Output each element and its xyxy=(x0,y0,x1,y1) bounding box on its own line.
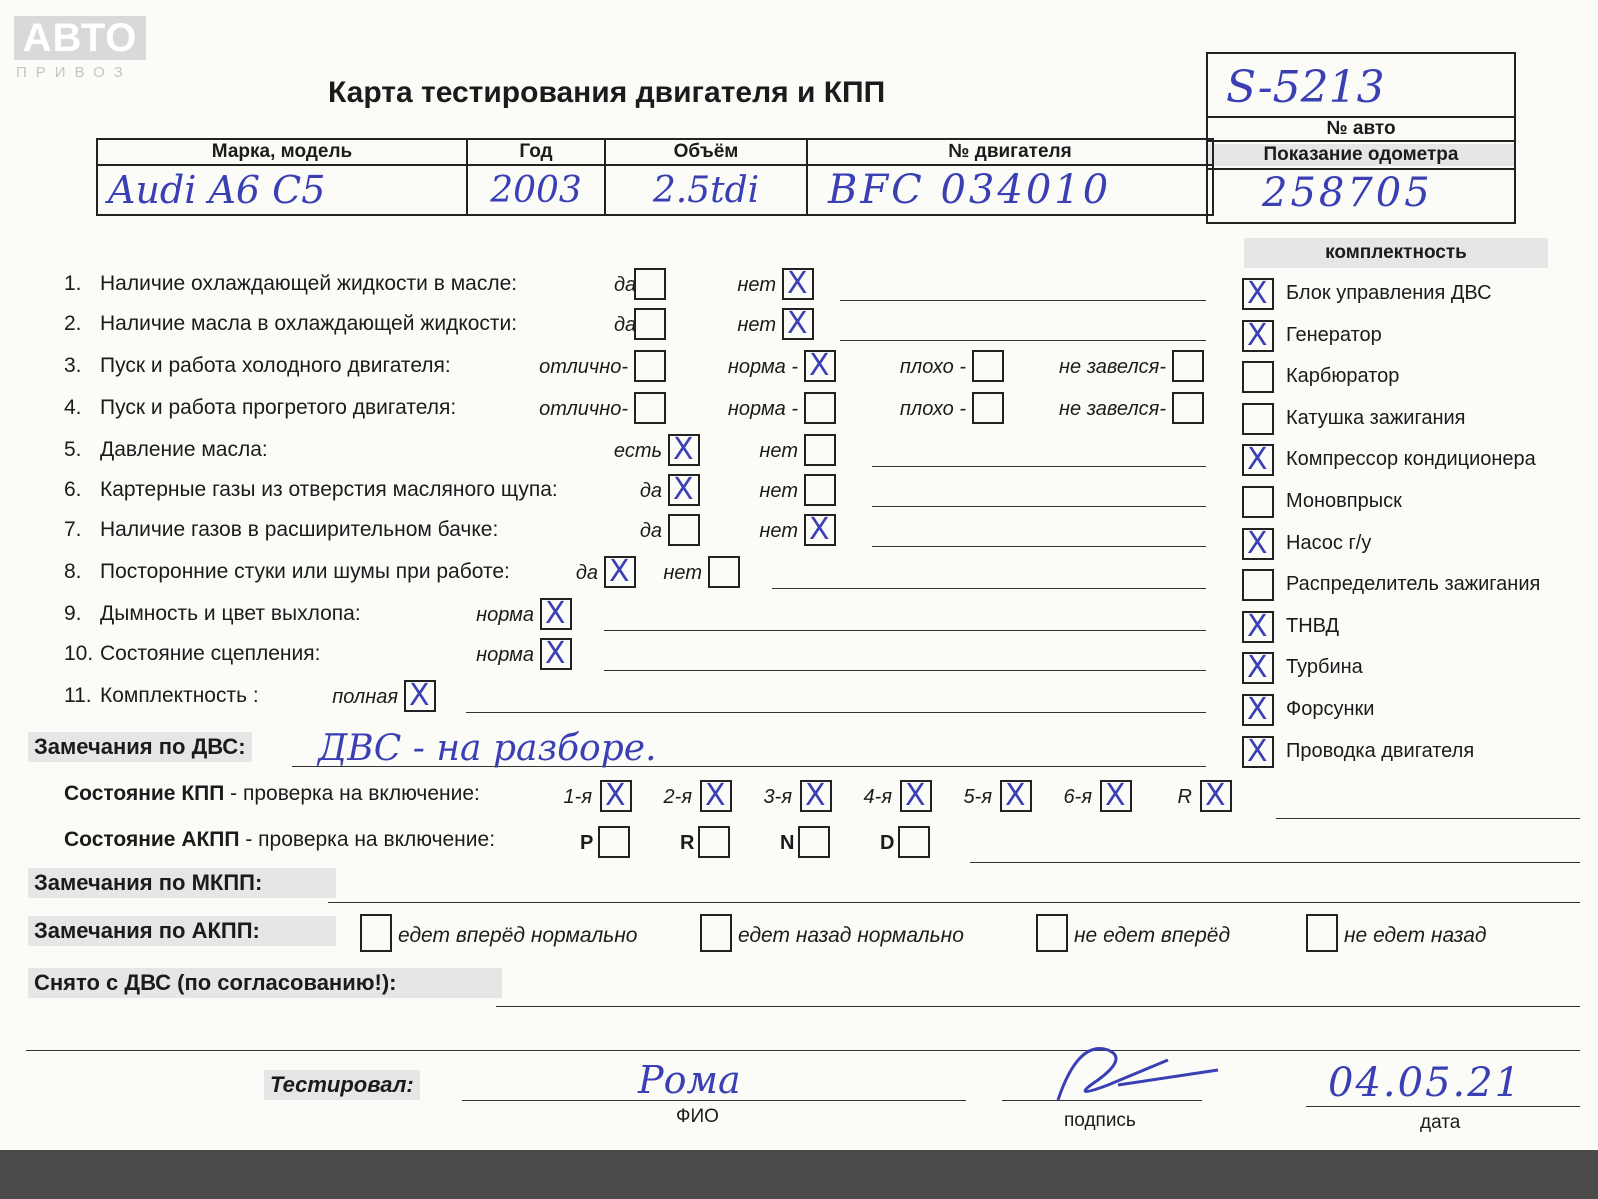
card-number-box xyxy=(1206,52,1516,224)
question-text: Давление масла: xyxy=(100,438,268,461)
komplekt-title: комплектность xyxy=(1244,238,1548,268)
komplekt-item-label: ТНВД xyxy=(1286,614,1340,637)
option-label: нет xyxy=(759,480,798,502)
option-checkbox[interactable] xyxy=(668,434,700,466)
test-date: 04.05.21 xyxy=(1328,1060,1523,1106)
question-number: 10. xyxy=(64,642,94,665)
option-checkbox[interactable] xyxy=(540,638,572,670)
logo-subtitle: ПРИВОЗ xyxy=(16,64,132,81)
question-text: Наличие масла в охлаждающей жидкости: xyxy=(100,312,518,335)
komplekt-item-label: Форсунки xyxy=(1286,698,1375,720)
akpp-mode-label: D xyxy=(880,832,895,854)
option-label: отлично- xyxy=(539,356,628,378)
gear-checkbox[interactable] xyxy=(1000,780,1032,812)
question-number: 6. xyxy=(64,478,82,501)
answer-line xyxy=(872,506,1206,507)
komplekt-checkbox[interactable] xyxy=(1242,278,1274,310)
engine-number-label: № двигателя xyxy=(807,139,1213,165)
kpp-label-bold: Состояние КПП xyxy=(64,782,225,805)
signature-caption: подпись xyxy=(1064,1110,1136,1131)
akpp-label-bold: Состояние АКПП xyxy=(64,828,240,851)
komplekt-item-label: Распределитель зажигания xyxy=(1286,573,1541,596)
option-label: норма xyxy=(476,644,534,666)
akpp-remark-option: не едет вперёд xyxy=(1074,924,1231,947)
option-label: не завелся- xyxy=(1059,356,1166,378)
question-number: 1. xyxy=(64,272,82,295)
answer-line xyxy=(840,340,1206,341)
remarks-akpp-label: Замечания по АКПП: xyxy=(28,916,336,946)
gear-checkbox[interactable] xyxy=(900,780,932,812)
vehicle-header-table xyxy=(96,138,1214,216)
komplekt-item-label: Проводка двигателя xyxy=(1286,739,1475,762)
option-label: нет xyxy=(737,314,776,336)
komplekt-checkbox[interactable] xyxy=(1242,652,1274,684)
question-number: 11. xyxy=(64,684,92,707)
torn-edge xyxy=(0,1150,1598,1199)
question-text: Пуск и работа холодного двигателя: xyxy=(100,354,451,377)
option-label: нет xyxy=(759,520,798,542)
tester-name: Рома xyxy=(638,1058,741,1102)
option-checkbox[interactable] xyxy=(404,680,436,712)
question-text: Комплектность : xyxy=(100,684,259,707)
answer-line xyxy=(604,670,1206,671)
question-text: Наличие охлаждающей жидкости в масле: xyxy=(100,272,518,295)
komplekt-checkbox[interactable] xyxy=(1242,403,1274,435)
answer-line xyxy=(604,630,1206,631)
option-label: да xyxy=(639,480,662,502)
komplekt-item-label: Моновпрыск xyxy=(1286,490,1402,512)
gear-label: 5-я xyxy=(963,786,992,808)
option-checkbox[interactable] xyxy=(804,392,836,424)
komplekt-item-label: Блок управления ДВС xyxy=(1286,282,1492,304)
komplekt-item-label: Катушка зажигания xyxy=(1286,406,1466,429)
answer-line xyxy=(872,546,1206,547)
akpp-remark-checkbox[interactable] xyxy=(700,914,732,952)
brand-value: Audi A6 C5 xyxy=(97,165,467,215)
gear-checkbox[interactable] xyxy=(600,780,632,812)
komplekt-checkbox[interactable] xyxy=(1242,736,1274,768)
option-label: не завелся- xyxy=(1059,398,1166,420)
option-label: норма xyxy=(476,604,534,626)
answer-line xyxy=(872,466,1206,467)
option-label: да xyxy=(614,274,637,296)
option-checkbox[interactable] xyxy=(804,474,836,506)
question-text: Картерные газы из отверстия масляного щупа: xyxy=(100,478,558,501)
answer-line xyxy=(466,712,1206,713)
fio-caption: ФИО xyxy=(676,1106,719,1127)
option-label: полная xyxy=(332,686,398,708)
option-checkbox[interactable] xyxy=(972,350,1004,382)
akpp-remark-checkbox[interactable] xyxy=(360,914,392,952)
komplekt-checkbox[interactable] xyxy=(1242,486,1274,518)
akpp-remark-checkbox[interactable] xyxy=(1306,914,1338,952)
question-text: Дымность и цвет выхлопа: xyxy=(100,602,361,625)
card-number: S-5213 xyxy=(1226,62,1385,113)
signature-image xyxy=(1048,1030,1228,1110)
akpp-mode-checkbox[interactable] xyxy=(598,826,630,858)
odometer-value: 258705 xyxy=(1262,170,1433,216)
akpp-mode-label: R xyxy=(680,832,695,854)
option-checkbox[interactable] xyxy=(604,556,636,588)
answer-line xyxy=(840,300,1206,301)
option-checkbox[interactable] xyxy=(634,308,666,340)
option-checkbox[interactable] xyxy=(540,598,572,630)
komplekt-checkbox[interactable] xyxy=(1242,320,1274,352)
akpp-remark-option: едет вперёд нормально xyxy=(398,924,638,947)
option-checkbox[interactable] xyxy=(782,268,814,300)
akpp-mode-label: P xyxy=(580,832,594,854)
volume-value: 2.5tdi xyxy=(605,165,807,215)
year-label: Год xyxy=(467,139,605,165)
question-number: 9. xyxy=(64,602,82,625)
question-text: Наличие газов в расширительном бачке: xyxy=(100,518,499,541)
remarks-mkpp-label: Замечания по МКПП: xyxy=(28,868,336,898)
komplekt-item-label: Карбюратор xyxy=(1286,365,1400,388)
date-caption: дата xyxy=(1420,1112,1461,1133)
option-checkbox[interactable] xyxy=(1172,350,1204,382)
gear-label: 4-я xyxy=(863,786,892,808)
option-label: плохо - xyxy=(899,356,966,378)
option-checkbox[interactable] xyxy=(1172,392,1204,424)
option-checkbox[interactable] xyxy=(972,392,1004,424)
tested-label: Тестировал: xyxy=(264,1070,420,1100)
komplekt-checkbox[interactable] xyxy=(1242,361,1274,393)
option-label: нет xyxy=(663,562,702,584)
auto-number-label: № авто xyxy=(1326,118,1396,139)
option-checkbox[interactable] xyxy=(634,268,666,300)
option-checkbox[interactable] xyxy=(634,350,666,382)
question-number: 7. xyxy=(64,518,82,541)
gear-label: 1-я xyxy=(563,786,592,808)
avtoprivoz-logo: АВТО xyxy=(14,16,146,60)
akpp-remark-option: едет назад нормально xyxy=(738,924,964,947)
kpp-label xyxy=(64,782,480,806)
komplekt-item-label: Компрессор кондиционера xyxy=(1286,448,1536,471)
removed-label: Снято с ДВС (по согласованию!): xyxy=(28,968,502,998)
option-label: да xyxy=(639,520,662,542)
komplekt-checkbox[interactable] xyxy=(1242,569,1274,601)
akpp-label-rest: - проверка на включение: xyxy=(239,828,496,851)
year-value: 2003 xyxy=(467,165,605,215)
remarks-dvs-value: ДВС - на разборе. xyxy=(318,728,657,769)
question-number: 5. xyxy=(64,438,82,461)
question-number: 2. xyxy=(64,312,82,335)
komplekt-checkbox[interactable] xyxy=(1242,694,1274,726)
question-text: Пуск и работа прогретого двигателя: xyxy=(100,396,457,419)
komplekt-item-label: Турбина xyxy=(1286,656,1363,679)
option-checkbox[interactable] xyxy=(708,556,740,588)
akpp-mode-checkbox[interactable] xyxy=(698,826,730,858)
akpp-remark-checkbox[interactable] xyxy=(1036,914,1068,952)
option-checkbox[interactable] xyxy=(668,474,700,506)
komplekt-checkbox[interactable] xyxy=(1242,611,1274,643)
kpp-label-rest: - проверка на включение: xyxy=(224,782,480,805)
gear-label: 6-я xyxy=(1063,786,1092,808)
akpp-mode-checkbox[interactable] xyxy=(798,826,830,858)
option-label: есть xyxy=(613,440,662,462)
option-checkbox[interactable] xyxy=(782,308,814,340)
brand-label: Марка, модель xyxy=(97,139,467,165)
option-label: норма - xyxy=(727,356,798,378)
question-text: Состояние сцепления: xyxy=(100,642,321,665)
komplekt-checkbox[interactable] xyxy=(1242,444,1274,476)
komplekt-checkbox[interactable] xyxy=(1242,528,1274,560)
option-checkbox[interactable] xyxy=(804,514,836,546)
gear-checkbox[interactable] xyxy=(800,780,832,812)
akpp-mode-checkbox[interactable] xyxy=(898,826,930,858)
gear-label: 2-я xyxy=(663,786,692,808)
option-label: да xyxy=(575,562,598,584)
komplekt-item-label: Генератор xyxy=(1286,323,1382,346)
volume-label: Объём xyxy=(605,139,807,165)
gear-checkbox[interactable] xyxy=(700,780,732,812)
engine-number-value: BFC 034010 xyxy=(807,165,1213,215)
question-number: 4. xyxy=(64,396,82,419)
answer-line xyxy=(772,588,1206,589)
gear-label: R xyxy=(1177,786,1192,808)
gear-label: 3-я xyxy=(763,786,792,808)
option-checkbox[interactable] xyxy=(668,514,700,546)
option-label: да xyxy=(614,314,637,336)
question-number: 3. xyxy=(64,354,82,377)
option-label: отлично- xyxy=(539,398,628,420)
option-label: норма - xyxy=(727,398,798,420)
question-number: 8. xyxy=(64,560,82,583)
gear-checkbox[interactable] xyxy=(1200,780,1232,812)
komplekt-item-label: Насос г/у xyxy=(1286,531,1372,554)
question-text: Посторонние стуки или шумы при работе: xyxy=(100,560,510,583)
option-label: нет xyxy=(737,274,776,296)
odometer-label: Показание одометра xyxy=(1208,144,1514,166)
akpp-remark-option: не едет назад xyxy=(1344,924,1487,947)
remarks-dvs-label: Замечания по ДВС: xyxy=(28,732,252,762)
akpp-label xyxy=(64,828,495,852)
option-label: плохо - xyxy=(899,398,966,420)
option-checkbox[interactable] xyxy=(804,434,836,466)
option-checkbox[interactable] xyxy=(804,350,836,382)
option-label: нет xyxy=(759,440,798,462)
option-checkbox[interactable] xyxy=(634,392,666,424)
gear-checkbox[interactable] xyxy=(1100,780,1132,812)
page-title: Карта тестирования двигателя и КПП xyxy=(328,76,886,109)
akpp-mode-label: N xyxy=(780,832,795,854)
